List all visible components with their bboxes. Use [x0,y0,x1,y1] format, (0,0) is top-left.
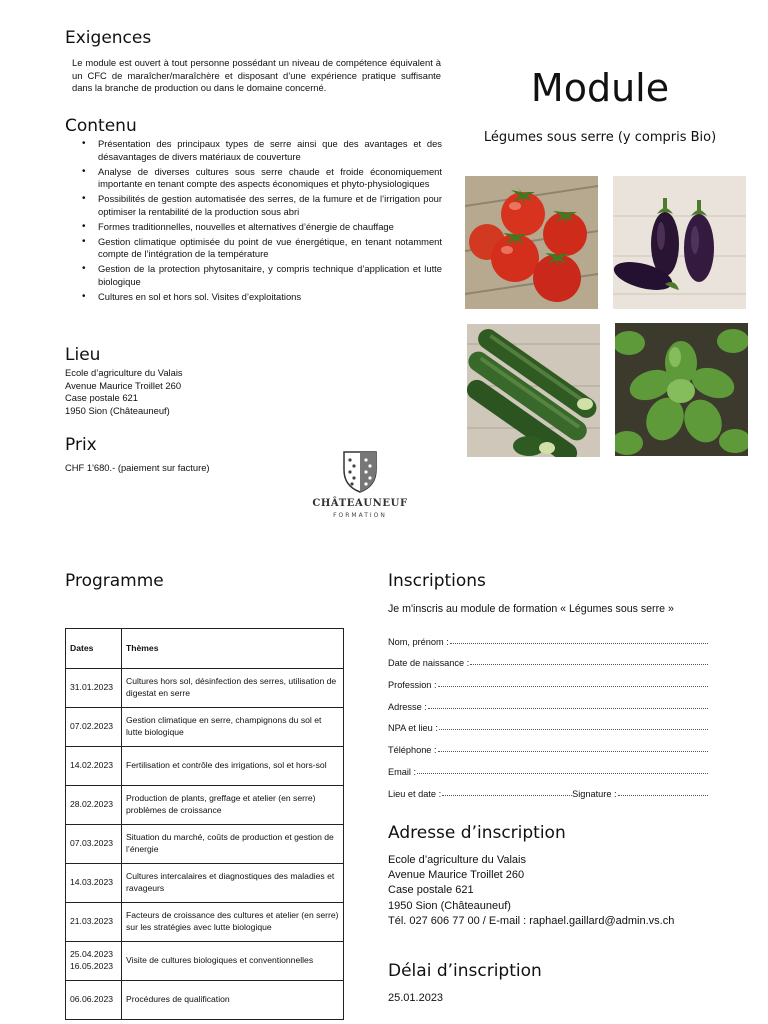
list-item: • Gestion climatique optimisée du point de vue énergétique, en tenant notamment compte de l’intégration de la température [82,236,442,261]
module-title: Module [530,66,670,110]
table-row [66,942,344,981]
delai-date: 25.01.2023 [388,992,444,1004]
theme-cell: Situation du marché, coûts de production et gestion de l’énergie [122,825,344,864]
date-cell: 14.03.2023 [66,864,122,903]
lieu-heading: Lieu [65,345,101,365]
table-row [66,747,344,786]
programme-table [65,628,344,1020]
theme-cell: Gestion climatique en serre, champignons du sol et lutte biologique [122,708,344,747]
list-item: • Gestion de la protection phytosanitaire, y compris technique d’application et lutte biologique [82,263,442,288]
field-label: Email : [388,766,417,777]
field-label: Nom, prénom : [388,636,449,647]
date-cell: 25.04.2023 16.05.2023 [66,942,122,981]
chateauneuf-logo [308,448,412,526]
fill-line[interactable] [470,664,708,665]
theme-cell: Procédures de qualification [122,981,344,1020]
table-header-row [66,629,344,669]
contact-line: Tél. 027 606 77 00 / E-mail : raphael.gaillard@admin.vs.ch [388,914,675,927]
registration-form [388,625,708,799]
logo-sub: FORMATION [333,512,387,519]
module-subtitle: Légumes sous serre (y compris Bio) [483,130,717,145]
eggplants-photo [613,176,746,309]
eggplants-illustration [613,176,746,309]
table-row [66,825,344,864]
contenu-list [82,138,442,306]
column-header-dates: Dates [66,629,122,669]
date-cell: 07.02.2023 [66,708,122,747]
tomatoes-photo [465,176,598,309]
exigences-heading: Exigences [65,28,152,48]
adresse-block [388,853,674,929]
adresse-field[interactable] [388,690,708,712]
table-row [66,786,344,825]
contenu-heading: Contenu [65,116,137,136]
address-line: 1950 Sion (Châteauneuf) [388,899,511,912]
field-label: Profession : [388,680,437,691]
lambs-lettuce-photo [615,323,748,456]
lieu-date-signature-field[interactable] [388,777,708,799]
list-item: • Possibilités de gestion automatisée des serres, de la fumure et de l’irrigation pour optimiser la rentabilité de la production sous abri [82,193,442,218]
telephone-field[interactable] [388,733,708,755]
programme-heading: Programme [65,571,164,591]
fill-line[interactable] [439,729,708,730]
tomatoes-illustration [465,176,598,309]
prix-heading: Prix [65,435,97,455]
field-label: Lieu et date : [388,788,442,799]
fill-line[interactable] [450,643,708,644]
theme-cell: Fertilisation et contrôle des irrigations, sol et hors-sol [122,747,344,786]
table-row [66,903,344,942]
table-row [66,864,344,903]
exigences-text: Le module est ouvert à tout personne possédant un niveau de compétence équivalent à un CFC de maraîcher/maraîchère et disposant d’une expérience pratique suffisante dans la branche de production ou dans le domaine concerné. [72,57,441,94]
email-field[interactable] [388,755,708,777]
inscriptions-heading: Inscriptions [388,571,486,591]
shield-icon [308,448,412,496]
naissance-field[interactable] [388,647,708,669]
table-row [66,669,344,708]
date-cell: 31.01.2023 [66,669,122,708]
address-line: 1950 Sion (Châteauneuf) [65,404,170,416]
address-line: Case postale 621 [65,392,138,404]
npa-field[interactable] [388,712,708,734]
field-label: Téléphone : [388,745,437,756]
address-line: Ecole d’agriculture du Valais [388,854,526,866]
zucchini-illustration [467,324,600,457]
fill-line[interactable] [442,795,572,796]
prix-text: CHF 1'680.- (paiement sur facture) [65,462,210,473]
field-label: Date de naissance : [388,658,470,669]
table-row [66,708,344,747]
theme-cell: Visite de cultures biologiques et conventionnelles [122,942,344,981]
address-line: Ecole d’agriculture du Valais [65,367,183,378]
field-label: NPA et lieu : [388,723,438,734]
fill-line[interactable] [438,751,708,752]
address-line: Case postale 621 [388,884,474,897]
theme-cell: Cultures intercalaires et diagnostiques des maladies et ravageurs [122,864,344,903]
date-cell: 14.02.2023 [66,747,122,786]
lieu-address [65,367,183,417]
fill-line[interactable] [438,686,708,687]
list-item: • Présentation des principaux types de serre ainsi que des avantages et des désavantages de divers matériaux de couverture [82,138,442,163]
date-cell: 07.03.2023 [66,825,122,864]
list-item: • Cultures en sol et hors sol. Visites d’exploitations [82,291,442,304]
logo-name: CHÂTEAUNEUF [312,498,408,509]
adresse-heading: Adresse d’inscription [388,823,566,843]
theme-cell: Cultures hors sol, désinfection des serres, utilisation de digestat en serre [122,669,344,708]
address-line: Avenue Maurice Troillet 260 [65,379,182,391]
nom-field[interactable] [388,625,708,647]
table-row [66,981,344,1020]
column-header-themes: Thèmes [122,629,344,669]
signature-label: Signature : [572,788,617,799]
address-line: Avenue Maurice Troillet 260 [388,869,525,882]
field-label: Adresse : [388,701,427,712]
date-cell: 21.03.2023 [66,903,122,942]
zucchini-photo [467,324,600,457]
delai-heading: Délai d’inscription [388,961,542,981]
date-cell: 28.02.2023 [66,786,122,825]
lettuce-illustration [615,323,748,456]
profession-field[interactable] [388,668,708,690]
date-cell: 06.06.2023 [66,981,122,1020]
list-item: • Analyse de diverses cultures sous serre chaude et froide économiquement importante en tenant compte des aspects économiques et phyto-physiologiques [82,166,442,191]
fill-line[interactable] [417,773,708,774]
theme-cell: Facteurs de croissance des cultures et atelier (en serre) sur les stratégies avec lutte biologique [122,903,344,942]
list-item: • Formes traditionnelles, nouvelles et alternatives d’énergie de chauffage [82,221,442,234]
inscriptions-intro: Je m'inscris au module de formation « Légumes sous serre » [388,603,674,615]
theme-cell: Production de plants, greffage et atelier (en serre) problèmes de croissance [122,786,344,825]
fill-line[interactable] [618,795,708,796]
fill-line[interactable] [428,708,708,709]
